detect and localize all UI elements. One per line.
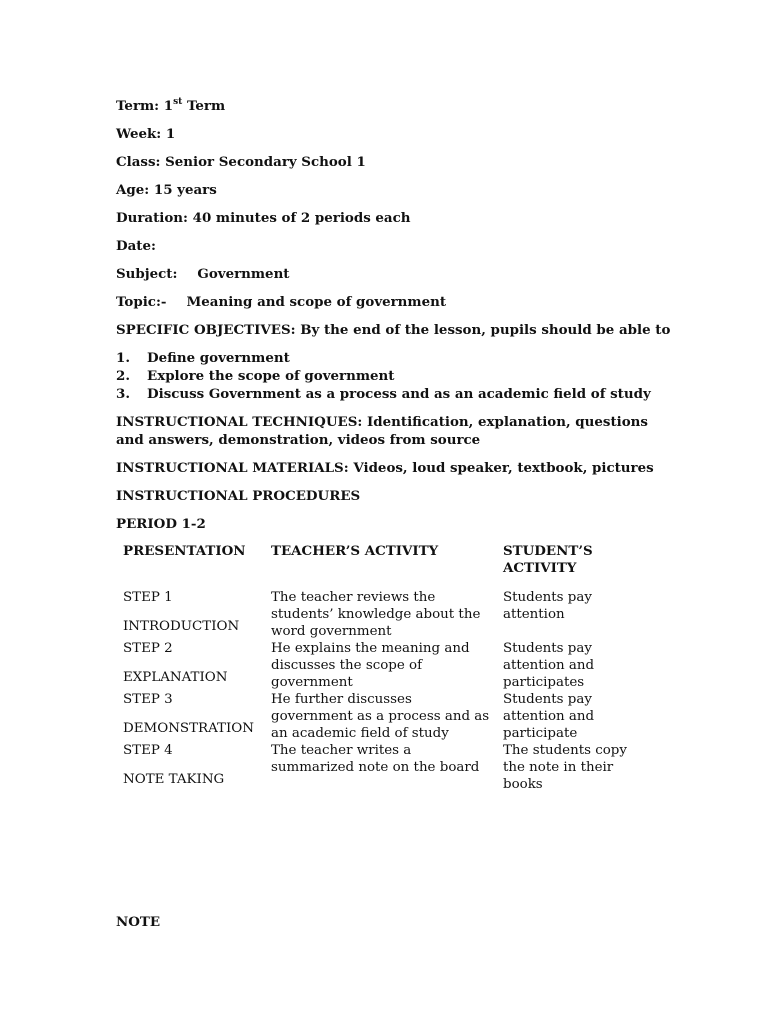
term-suffix: Term: [182, 98, 226, 114]
objective-number: 1.: [116, 350, 130, 366]
student-activity-cell: Students pay attention and participates: [503, 641, 595, 690]
presentation-cell: [117, 640, 265, 691]
objective-text: Define government: [147, 350, 290, 366]
teacher-activity-cell: He further discusses government as a process and as an academic field of study: [271, 692, 490, 741]
term-superscript: st: [173, 97, 183, 107]
step-number: STEP 4: [123, 743, 173, 758]
step-stage: INTRODUCTION: [123, 619, 240, 634]
student-activity-cell: The students copy the note in their books: [503, 743, 627, 792]
age-line: Age: 15 years: [116, 182, 217, 198]
objective-number: 3.: [116, 386, 130, 402]
student-activity-cell: Students pay attention and participate: [503, 692, 595, 741]
note-heading: NOTE: [116, 914, 161, 930]
header-student-activity: STUDENT’S ACTIVITY: [503, 543, 593, 576]
step-stage: NOTE TAKING: [123, 772, 225, 787]
topic-value: Meaning and scope of government: [186, 294, 447, 310]
objective-item: [116, 385, 676, 403]
step-number: STEP 3: [123, 692, 173, 707]
header-presentation: PRESENTATION: [123, 543, 246, 559]
table-body: [117, 589, 637, 793]
table-row: [117, 691, 637, 742]
materials-line: INSTRUCTIONAL MATERIALS: Videos, loud speaker, textbook, pictures: [116, 460, 654, 476]
techniques-line: INSTRUCTIONAL TECHNIQUES: Identification, explanation, questions and answers, demonstration, videos from source: [116, 414, 648, 448]
table-row: [117, 589, 637, 640]
step-number: STEP 2: [123, 641, 173, 656]
topic-line: [116, 293, 676, 311]
presentation-cell: [117, 691, 265, 742]
date-line: Date:: [116, 238, 156, 254]
subject-value: Government: [197, 266, 290, 282]
objectives-list: [116, 349, 676, 403]
step-stage: DEMONSTRATION: [123, 721, 254, 736]
step-number: STEP 1: [123, 590, 173, 605]
objective-text: Discuss Government as a process and as an academic field of study: [147, 386, 651, 402]
presentation-cell: [117, 589, 265, 640]
class-line: Class: Senior Secondary School 1: [116, 154, 366, 170]
teacher-activity-cell: The teacher reviews the students’ knowledge about the word government: [271, 590, 481, 639]
teacher-activity-cell: The teacher writes a summarized note on the board: [271, 743, 480, 775]
subject-line: [116, 265, 676, 283]
table-header-row: [117, 543, 637, 589]
procedure-table: [117, 543, 637, 793]
step-stage: EXPLANATION: [123, 670, 228, 685]
header-teacher-activity: TEACHER’S ACTIVITY: [271, 543, 439, 559]
term-line: [116, 97, 676, 115]
student-activity-cell: Students pay attention: [503, 590, 592, 622]
objectives-heading: SPECIFIC OBJECTIVES: By the end of the lesson, pupils should be able to: [116, 322, 671, 338]
topic-label: Topic:-: [116, 294, 167, 310]
table-row: [117, 742, 637, 793]
table-row: [117, 640, 637, 691]
objective-item: [116, 349, 676, 367]
objective-text: Explore the scope of government: [147, 368, 395, 384]
subject-label: Subject:: [116, 266, 178, 282]
presentation-cell: [117, 742, 265, 793]
teacher-activity-cell: He explains the meaning and discusses the scope of government: [271, 641, 470, 690]
duration-line: Duration: 40 minutes of 2 periods each: [116, 210, 411, 226]
procedures-heading: INSTRUCTIONAL PROCEDURES: [116, 488, 361, 504]
period-heading: PERIOD 1-2: [116, 516, 206, 532]
term-label: Term: 1: [116, 98, 174, 114]
objective-number: 2.: [116, 368, 130, 384]
lesson-plan: [116, 97, 676, 793]
objective-item: [116, 367, 676, 385]
week-line: Week: 1: [116, 126, 176, 142]
